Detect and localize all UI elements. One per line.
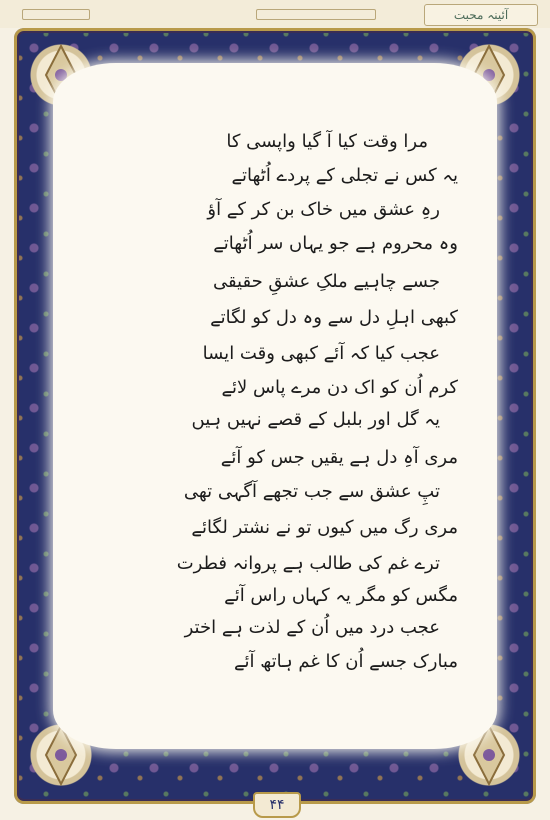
poem-line: مبارک جسے اُن کا غم ہاتھ آئے [233,651,458,672]
poem-line: عجب کیا کہ آئے کبھی وقت ایسا [202,343,440,364]
poem-line: تپِ عشق سے جب تجھے آگہی تھی [183,481,440,502]
poem-line: جسے چاہیے ملکِ عشقِ حقیقی [212,271,440,292]
poem-line: ترے غم کی طالب ہے پروانہ فطرت [176,553,440,574]
poem-line: مگس کو مگر یہ کہاں راس آئے [224,585,458,606]
poem-line: مری آہِ دل ہے یقیں جس کو آئے [220,447,458,468]
poem-line: کبھی اہلِ دل سے وہ دل کو لگاتے [210,307,458,328]
poem-line: یہ کس نے تجلی کے پردے اُٹھاتے [231,165,458,186]
poem-line: عجب درد میں اُن کے لذت ہے اختر [184,617,440,638]
poem-line: مرا وقت کیا آ گیا واپسی کا [226,131,428,152]
page-number: ۴۴ [253,792,301,818]
poem-line: یہ گل اور بلبل کے قصے نہیں ہیں [191,409,440,430]
poem-line: کرم اُن کو اک دن مرے پاس لائے [221,377,458,398]
poem-line: وہ محروم ہے جو یہاں سر اُٹھاتے [213,233,458,254]
poem-line: مری رگ میں کیوں تو نے نشتر لگائے [191,517,458,538]
poem-line: رہِ عشق میں خاک بن کر کے آؤ [207,199,440,220]
book-title: آئینہ محبت [424,4,538,26]
